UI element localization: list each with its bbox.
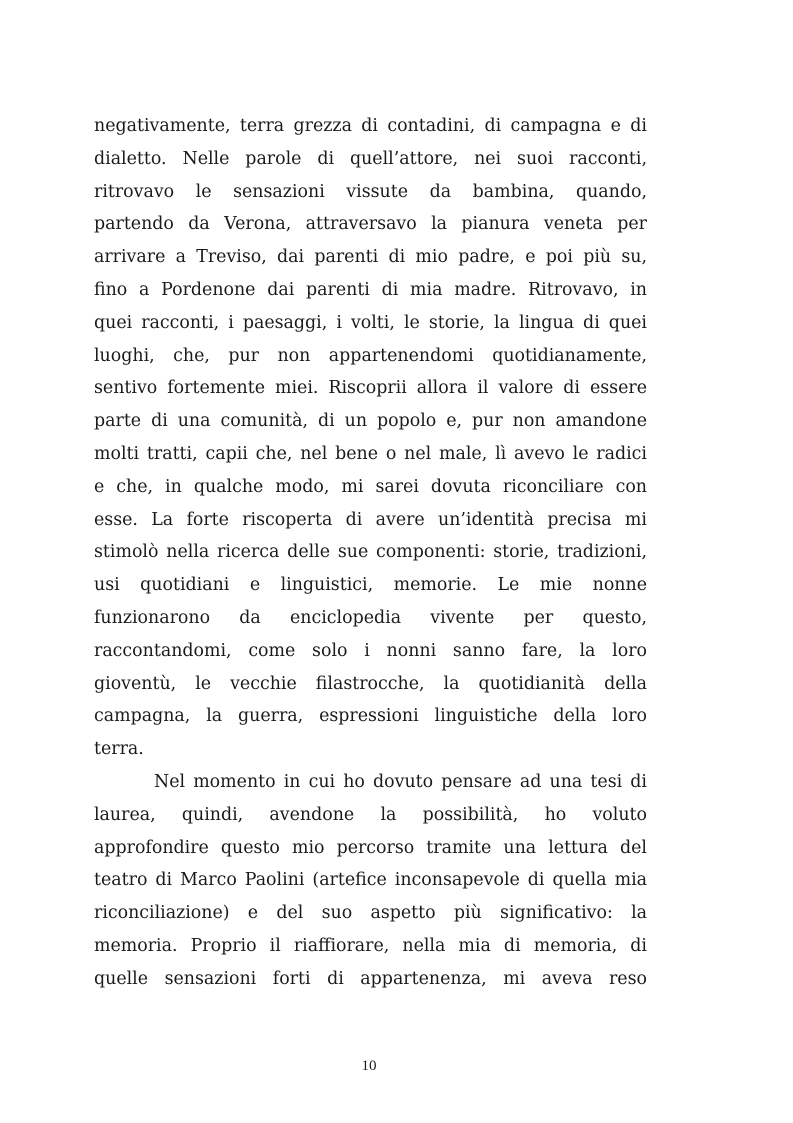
text-line: esse. La forte riscoperta di avere un’identità precisa mi — [94, 509, 647, 530]
text-line: molti tratti, capii che, nel bene o nel male, lì avevo le radici — [94, 443, 647, 464]
paragraph — [94, 110, 647, 766]
text-line: partendo da Verona, attraversavo la pianura veneta per — [94, 214, 647, 235]
text-line: memoria. Proprio il riaffiorare, nella mia di memoria, di — [94, 935, 647, 956]
text-line: funzionarono da enciclopedia vivente per questo, — [94, 607, 647, 628]
paragraph — [94, 766, 647, 996]
text-line: negativamente, terra grezza di contadini, di campagna e di — [94, 116, 647, 136]
text-line: parte di una comunità, di un popolo e, pur non amandone — [94, 411, 647, 432]
page-number: 10 — [361, 1058, 377, 1074]
text-line: terra. — [94, 739, 144, 760]
text-line: laurea, quindi, avendone la possibilità, ho voluto — [94, 804, 647, 825]
text-line: sentivo fortemente miei. Riscoprii allora il valore di essere — [94, 378, 647, 399]
text-line: stimolò nella ricerca delle sue componenti: storie, tradizioni, — [94, 542, 647, 563]
text-line: approfondire questo mio percorso tramite una lettura del — [94, 837, 647, 858]
text-line: quelle sensazioni forti di appartenenza, mi aveva reso — [94, 968, 647, 989]
body-text — [94, 110, 647, 996]
text-line: teatro di Marco Paolini (artefice inconsapevole di quella mia — [94, 870, 647, 891]
text-line: arrivare a Treviso, dai parenti di mio padre, e poi più su, — [94, 247, 647, 268]
text-line: gioventù, le vecchie filastrocche, la quotidianità della — [94, 673, 647, 694]
text-line: usi quotidiani e linguistici, memorie. Le mie nonne — [94, 575, 647, 596]
text-line: campagna, la guerra, espressioni linguistiche della loro — [94, 706, 647, 727]
text-line: quei racconti, i paesaggi, i volti, le storie, la lingua di quei — [94, 312, 647, 333]
text-line: e che, in qualche modo, mi sarei dovuta riconciliare con — [94, 476, 647, 497]
text-line: dialetto. Nelle parole di quell’attore, nei suoi racconti, — [94, 148, 647, 169]
text-line: raccontandomi, come solo i nonni sanno fare, la loro — [94, 640, 647, 661]
text-line: luoghi, che, pur non appartenendomi quotidianamente, — [94, 345, 647, 366]
text-line: riconciliazione) e del suo aspetto più significativo: la — [94, 903, 647, 924]
text-line: ritrovavo le sensazioni vissute da bambina, quando, — [94, 181, 647, 202]
text-line: Nel momento in cui ho dovuto pensare ad una tesi di — [154, 771, 647, 792]
text-line: fino a Pordenone dai parenti di mia madre. Ritrovavo, in — [94, 279, 647, 300]
